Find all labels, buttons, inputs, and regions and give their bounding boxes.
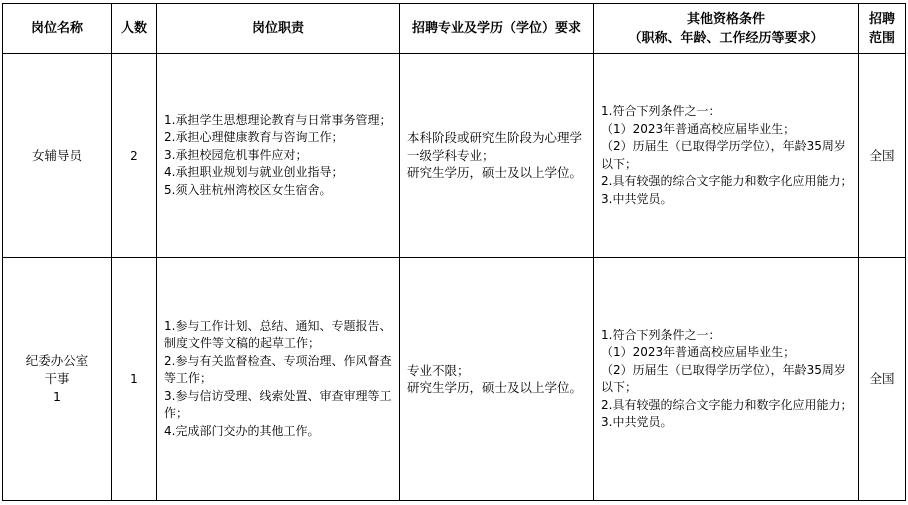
- scope-cell: 全国: [859, 54, 906, 258]
- table-row: [3, 258, 906, 501]
- other-item: （2）历届生（已取得学历学位），年龄35周岁以下；: [601, 362, 846, 394]
- position-name: 女辅导员: [31, 147, 82, 163]
- duty-item: 3.承担校园危机事件应对；: [164, 147, 308, 162]
- major-item: 本科阶段或研究生阶段为心理学一级学科专业；: [407, 130, 583, 163]
- other-item: （1）2023年普通高校应届毕业生；: [601, 345, 796, 359]
- major-item: 专业不限；: [407, 362, 470, 378]
- duties-cell: [157, 258, 400, 501]
- duties-cell: [157, 54, 400, 258]
- major-item: 研究生学历，硕士及以上学位。: [407, 380, 583, 395]
- table-header-row: [3, 4, 906, 54]
- position-name: 纪委办公室: [25, 353, 89, 368]
- header-scope: [859, 4, 906, 54]
- other-item: 3.中共党员。: [601, 191, 673, 206]
- other-cell: [594, 54, 859, 258]
- other-item: 3.中共党员。: [601, 415, 673, 429]
- header-count: 人数: [112, 4, 157, 54]
- count-cell: 1: [112, 258, 157, 501]
- header-other: [594, 4, 859, 54]
- duty-item: 2.承担心理健康教育与咨询工作；: [164, 130, 344, 145]
- duty-item: 2.参与有关监督检查、专项治理、作风督查等工作；: [164, 353, 392, 386]
- duty-item: 1.参与工作计划、总结、通知、专题报告、制度文件等文稿的起草工作；: [164, 318, 392, 351]
- duty-item: 5.须入驻杭州湾校区女生宿舍。: [164, 182, 332, 197]
- header-major: 招聘专业及学历（学位）要求: [400, 4, 594, 54]
- header-scope-line1: 招聘: [868, 11, 895, 27]
- position-name: 干事: [44, 371, 70, 386]
- header-position: 岗位名称: [3, 4, 112, 54]
- other-item: 1.符合下列条件之一：: [601, 327, 721, 342]
- other-item: 2.具有较强的综合文字能力和数字化应用能力；: [601, 174, 853, 188]
- header-other-line1: 其他资格条件: [686, 11, 765, 27]
- duty-item: 4.承担职业规划与就业创业指导；: [164, 165, 344, 180]
- position-cell: [3, 54, 112, 258]
- position-name: 1: [53, 389, 61, 404]
- other-item: 2.具有较强的综合文字能力和数字化应用能力；: [601, 397, 853, 412]
- other-cell: [594, 258, 859, 501]
- major-cell: [400, 54, 594, 258]
- table-row: [3, 54, 906, 258]
- header-scope-line2: 范围: [868, 30, 895, 46]
- other-item: （2）历届生（已取得学历学位），年龄35周岁以下；: [601, 139, 846, 171]
- count-cell: 2: [112, 54, 157, 258]
- duty-item: 1.承担学生思想理论教育与日常事务管理；: [164, 112, 392, 127]
- header-other-line2: （职称、年龄、工作经历等要求）: [628, 30, 824, 46]
- duty-item: 4.完成部门交办的其他工作。: [164, 423, 320, 438]
- recruitment-table: [2, 3, 906, 501]
- major-cell: [400, 258, 594, 501]
- scope-cell: 全国: [859, 258, 906, 501]
- other-item: 1.符合下列条件之一：: [601, 104, 721, 118]
- header-duties: 岗位职责: [157, 4, 400, 54]
- major-item: 研究生学历，硕士及以上学位。: [407, 165, 583, 181]
- duty-item: 3.参与信访受理、线索处置、审查审理等工作；: [164, 388, 392, 421]
- other-item: （1）2023年普通高校应届毕业生；: [601, 121, 796, 136]
- position-cell: [3, 258, 112, 501]
